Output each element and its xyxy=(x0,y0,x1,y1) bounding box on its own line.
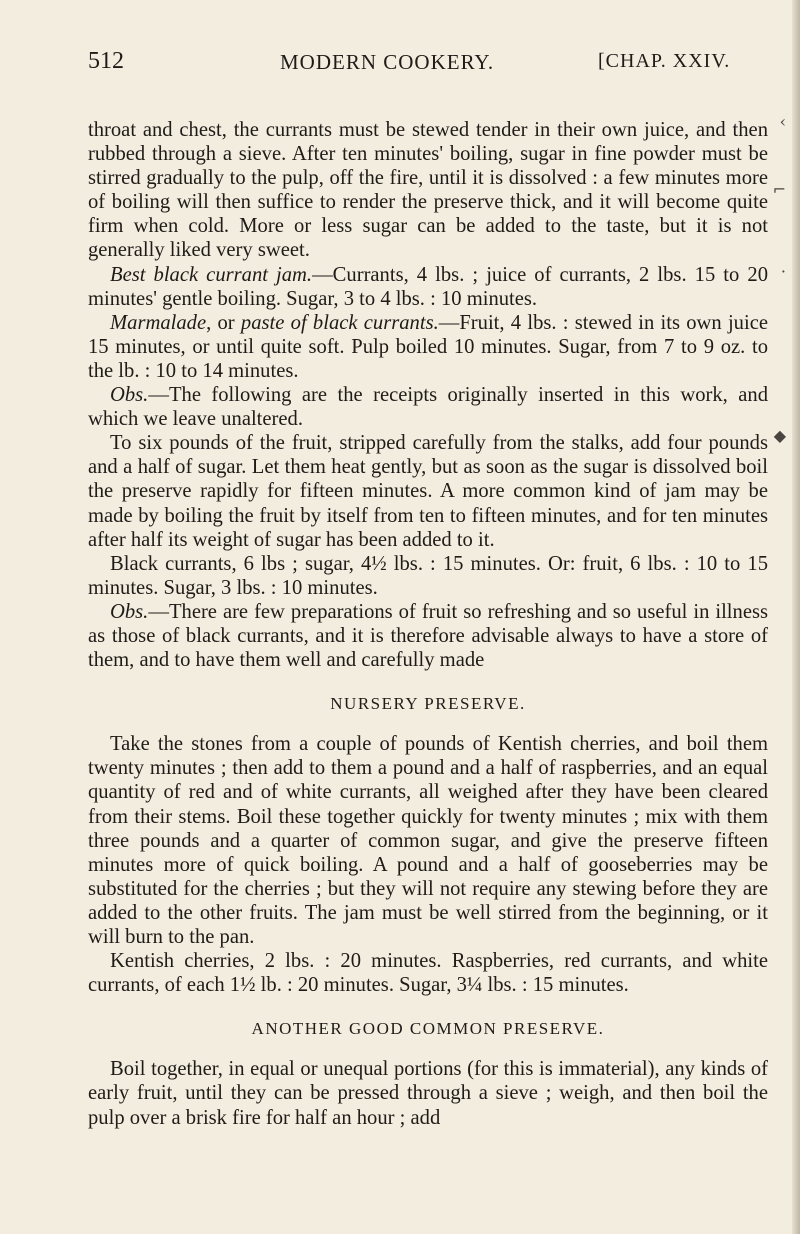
obs-label: Obs. xyxy=(110,600,149,623)
paragraph-text: —Currants, 4 lbs. ; juice of currants, 2 lbs. 15 to 20 minutes' gentle boiling. Sugar, 3 to 4 lbs. : 10 minutes. xyxy=(88,263,768,310)
page-edge-shadow xyxy=(792,0,800,1234)
section-heading: NURSERY PRESERVE. xyxy=(330,694,526,714)
paragraph-text: —The following are the receipts originally inserted in this work, and which we leave unaltered. xyxy=(88,384,768,431)
paragraph xyxy=(88,732,768,949)
paragraph-text: —Fruit, 4 lbs. : stewed in its own juice 15 minutes, or until quite soft. Pulp boiled 10 minutes. Sugar, from 7 to 9 oz. to the lb. : 10 to 14 minutes. xyxy=(88,311,768,382)
paragraph-text: To six pounds of the fruit, stripped carefully from the stalks, add four pounds and a half of sugar. Let them heat gently, but as soon as the sugar is dissolved boil the preserve rapidly for fifteen minutes. A more common kind of jam may be made by boiling the fruit by itself from ten to fifteen minutes, and for ten minutes after half its weight of sugar has been added to it. xyxy=(88,432,768,551)
recipe-title: paste of black currants. xyxy=(240,311,439,334)
paragraph-text: throat and chest, the currants must be stewed tender in their own juice, and then rubbed through a sieve. After ten minutes' boiling, sugar in fine powder must be stirred gradually to the pulp, off the fire, until it is dissolved : a few minutes more of boiling will then suffice to render the preserve thick, and it will become quite firm when cold. More or less sugar can be added to the taste, but it is not generally liked very sweet. xyxy=(88,119,768,262)
paragraph xyxy=(88,949,768,997)
margin-mark-icon: ‹ xyxy=(779,112,786,131)
page-number: 512 xyxy=(88,48,124,74)
recipe-title: Marmalade xyxy=(110,311,207,334)
margin-mark-icon: ◆ xyxy=(773,426,786,445)
paragraph-text: —There are few preparations of fruit so refreshing and so useful in illness as those of black currants, and it is therefore advisable always to have a store of them, and to have them well and carefully made xyxy=(88,600,768,672)
paragraph xyxy=(88,263,768,311)
paragraph xyxy=(88,431,768,551)
recipe-title: Best black currant jam. xyxy=(110,263,313,286)
page-body xyxy=(88,118,768,1130)
chapter-label: [CHAP. XXIV. xyxy=(598,50,731,72)
paragraph-text: Take the stones from a couple of pounds of Kentish cherries, and boil them twenty minutes ; then add to them a pound and a half of raspberries, and an equal quantity of red and of white currants, all weighed after they have been cleared from their stems. Boil these together quickly for twenty minutes ; mix with them three pounds and a quarter of common sugar, and give the preserve fifteen minutes more of quick boiling. A pound and a half of gooseberries may be substituted for the cherries ; but they will not require any stewing before they are added to the other fruits. The jam must be well stirred from the beginning, or it will burn to the pan. xyxy=(88,733,768,948)
paragraph xyxy=(88,600,768,672)
margin-mark-icon: · xyxy=(780,262,786,281)
margin-mark-icon: ⌐ xyxy=(772,180,786,199)
section-heading: ANOTHER GOOD COMMON PRESERVE. xyxy=(251,1019,605,1039)
paragraph-text: , or xyxy=(206,311,241,334)
paragraph-text: Kentish cherries, 2 lbs. : 20 minutes. Raspberries, red currants, and white currants, of each 1½ lb. : 20 minutes. Sugar, 3¼ lbs. : 15 minutes. xyxy=(88,950,768,997)
paragraph xyxy=(88,552,768,600)
obs-label: Obs. xyxy=(110,384,149,407)
page-header xyxy=(88,48,768,78)
paragraph-text: Black currants, 6 lbs ; sugar, 4½ lbs. : 15 minutes. Or: fruit, 6 lbs. : 10 to 15 minutes. Sugar, 3 lbs. : 10 minutes. xyxy=(88,552,768,599)
paragraph-text: Boil together, in equal or unequal portions (for this is immaterial), any kinds of early fruit, until they can be pressed through a sieve ; weigh, and then boil the pulp over a brisk fire for half an hour ; add xyxy=(88,1058,768,1129)
running-title: MODERN COOKERY. xyxy=(280,50,495,74)
paragraph xyxy=(88,383,768,431)
paragraph xyxy=(88,118,768,263)
paragraph xyxy=(88,1057,768,1129)
paragraph xyxy=(88,311,768,383)
